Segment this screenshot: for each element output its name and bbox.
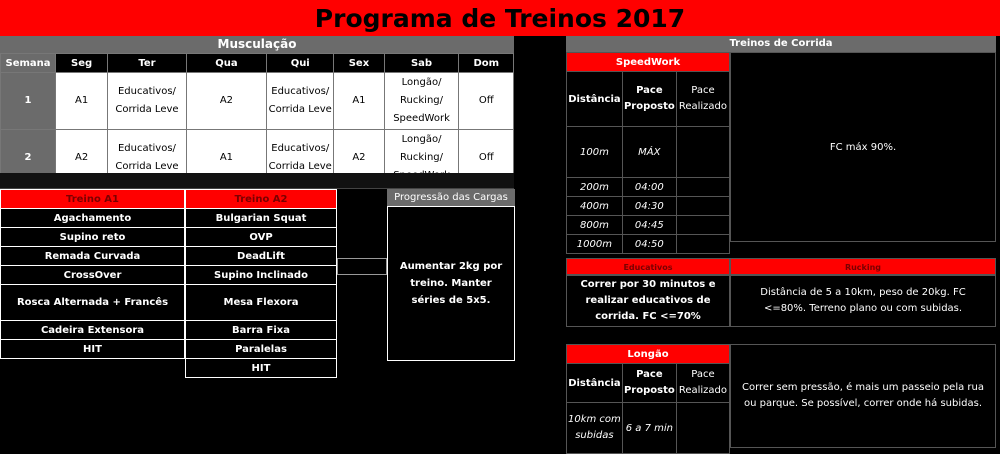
page-title: Programa de Treinos 2017: [314, 3, 686, 33]
col-header: Distância: [567, 364, 623, 403]
list-item[interactable]: Barra Fixa: [186, 321, 337, 340]
list-item[interactable]: HIT: [186, 359, 337, 378]
treino-a1-table: [0, 189, 185, 359]
table-cell[interactable]: 6 a 7 min: [622, 403, 676, 454]
progressao-text: Aumentar 2kg por treino. Manter séries de 5x5.: [399, 261, 503, 306]
longao-table: [566, 344, 730, 454]
corrida-header: Treinos de Corrida: [566, 36, 996, 52]
table-cell[interactable]: 10km com subidas: [567, 403, 623, 454]
educativos-header: Educativos: [566, 258, 730, 275]
table-cell[interactable]: 04:45: [622, 216, 676, 235]
speedwork-header: SpeedWork: [567, 53, 730, 72]
musculacao-header: Musculação: [0, 36, 514, 53]
musculacao-table: [0, 53, 514, 187]
list-item[interactable]: CrossOver: [1, 266, 185, 285]
selected-cell[interactable]: [337, 258, 387, 275]
table-cell[interactable]: 04:00: [622, 178, 676, 197]
musculacao-header-row: [1, 54, 514, 73]
list-item[interactable]: DeadLift: [186, 247, 337, 266]
progressao-box: [387, 206, 515, 361]
table-cell[interactable]: 2: [1, 130, 56, 187]
title-bar: [0, 0, 1000, 36]
progressao-header: Progressão das Cargas: [387, 189, 515, 206]
table-cell[interactable]: A1: [334, 73, 384, 130]
table-cell[interactable]: A2: [186, 73, 266, 130]
speedwork-note-box: [730, 52, 996, 242]
list-item[interactable]: Rosca Alternada + Francês: [1, 285, 185, 321]
list-item[interactable]: Remada Curvada: [1, 247, 185, 266]
table-cell[interactable]: [676, 235, 729, 254]
speedwork-table: [566, 52, 730, 254]
col-header: Pace Realizado: [676, 72, 729, 127]
rucking-box: [730, 275, 996, 327]
table-cell[interactable]: Educativos/ Corrida Leve: [108, 130, 187, 187]
table-cell[interactable]: 04:30: [622, 197, 676, 216]
list-item[interactable]: Paralelas: [186, 340, 337, 359]
col-header: Pace Proposto: [622, 72, 676, 127]
table-cell[interactable]: 400m: [567, 197, 623, 216]
rucking-header: Rucking: [730, 258, 996, 275]
table-cell[interactable]: [676, 178, 729, 197]
speedwork-note: FC máx 90%.: [829, 141, 897, 153]
table-cell[interactable]: [676, 403, 729, 454]
col-header: Qui: [267, 54, 334, 73]
table-cell[interactable]: A2: [334, 130, 384, 187]
table-cell[interactable]: Educativos/ Corrida Leve: [267, 130, 334, 187]
table-cell[interactable]: 1000m: [567, 235, 623, 254]
longao-note-box: [730, 344, 996, 448]
col-header: Sab: [384, 54, 459, 73]
table-cell[interactable]: A1: [56, 73, 108, 130]
col-header: Dom: [459, 54, 514, 73]
table-cell[interactable]: 1: [1, 73, 56, 130]
col-header: Seg: [56, 54, 108, 73]
rucking-text: Distância de 5 a 10km, peso de 20kg. FC <=80%. Terreno plano ou com subidas.: [760, 287, 966, 314]
table-cell[interactable]: [676, 127, 729, 178]
table-cell[interactable]: A2: [56, 130, 108, 187]
table-cell[interactable]: [676, 197, 729, 216]
table-cell[interactable]: 200m: [567, 178, 623, 197]
table-cell[interactable]: 04:50: [622, 235, 676, 254]
treino-a1-header: Treino A1: [1, 190, 185, 209]
table-cell[interactable]: MÁX: [622, 127, 676, 178]
table-cell[interactable]: Longão/ Rucking/: [384, 130, 459, 187]
list-item[interactable]: Agachamento: [1, 209, 185, 228]
col-header: Sex: [334, 54, 384, 73]
col-header: Qua: [186, 54, 266, 73]
col-header: Pace Realizado: [676, 364, 729, 403]
treino-a2-table: [185, 189, 337, 378]
list-item[interactable]: OVP: [186, 228, 337, 247]
table-cell[interactable]: Educativos/ Corrida Leve: [267, 73, 334, 130]
longao-header: Longão: [567, 345, 730, 364]
col-header: Ter: [108, 54, 187, 73]
list-item[interactable]: HIT: [1, 340, 185, 359]
table-cell[interactable]: 100m: [567, 127, 623, 178]
table-cell[interactable]: Off: [459, 73, 514, 130]
col-header: Distância: [567, 72, 623, 127]
divider: [0, 173, 514, 189]
table-cell[interactable]: Longão/ Rucking/ SpeedWork: [384, 73, 459, 130]
list-item[interactable]: Supino reto: [1, 228, 185, 247]
table-cell[interactable]: A1: [186, 130, 266, 187]
longao-note: Correr sem pressão, é mais um passeio pela rua ou parque. Se possível, correr onde há subidas.: [742, 382, 984, 409]
list-item[interactable]: Supino Inclinado: [186, 266, 337, 285]
treino-a2-header: Treino A2: [186, 190, 337, 209]
table-cell[interactable]: 800m: [567, 216, 623, 235]
table-row: [1, 73, 514, 130]
table-cell[interactable]: [676, 216, 729, 235]
list-item[interactable]: Mesa Flexora: [186, 285, 337, 321]
educativos-text: Correr por 30 minutos e realizar educativos de corrida. FC <=70%: [580, 279, 716, 322]
list-item[interactable]: Bulgarian Squat: [186, 209, 337, 228]
list-item[interactable]: Cadeira Extensora: [1, 321, 185, 340]
table-cell[interactable]: Educativos/ Corrida Leve: [108, 73, 187, 130]
table-cell[interactable]: Off: [459, 130, 514, 187]
col-header: Semana: [1, 54, 56, 73]
col-header: Pace Proposto: [622, 364, 676, 403]
educativos-box: [566, 275, 730, 327]
